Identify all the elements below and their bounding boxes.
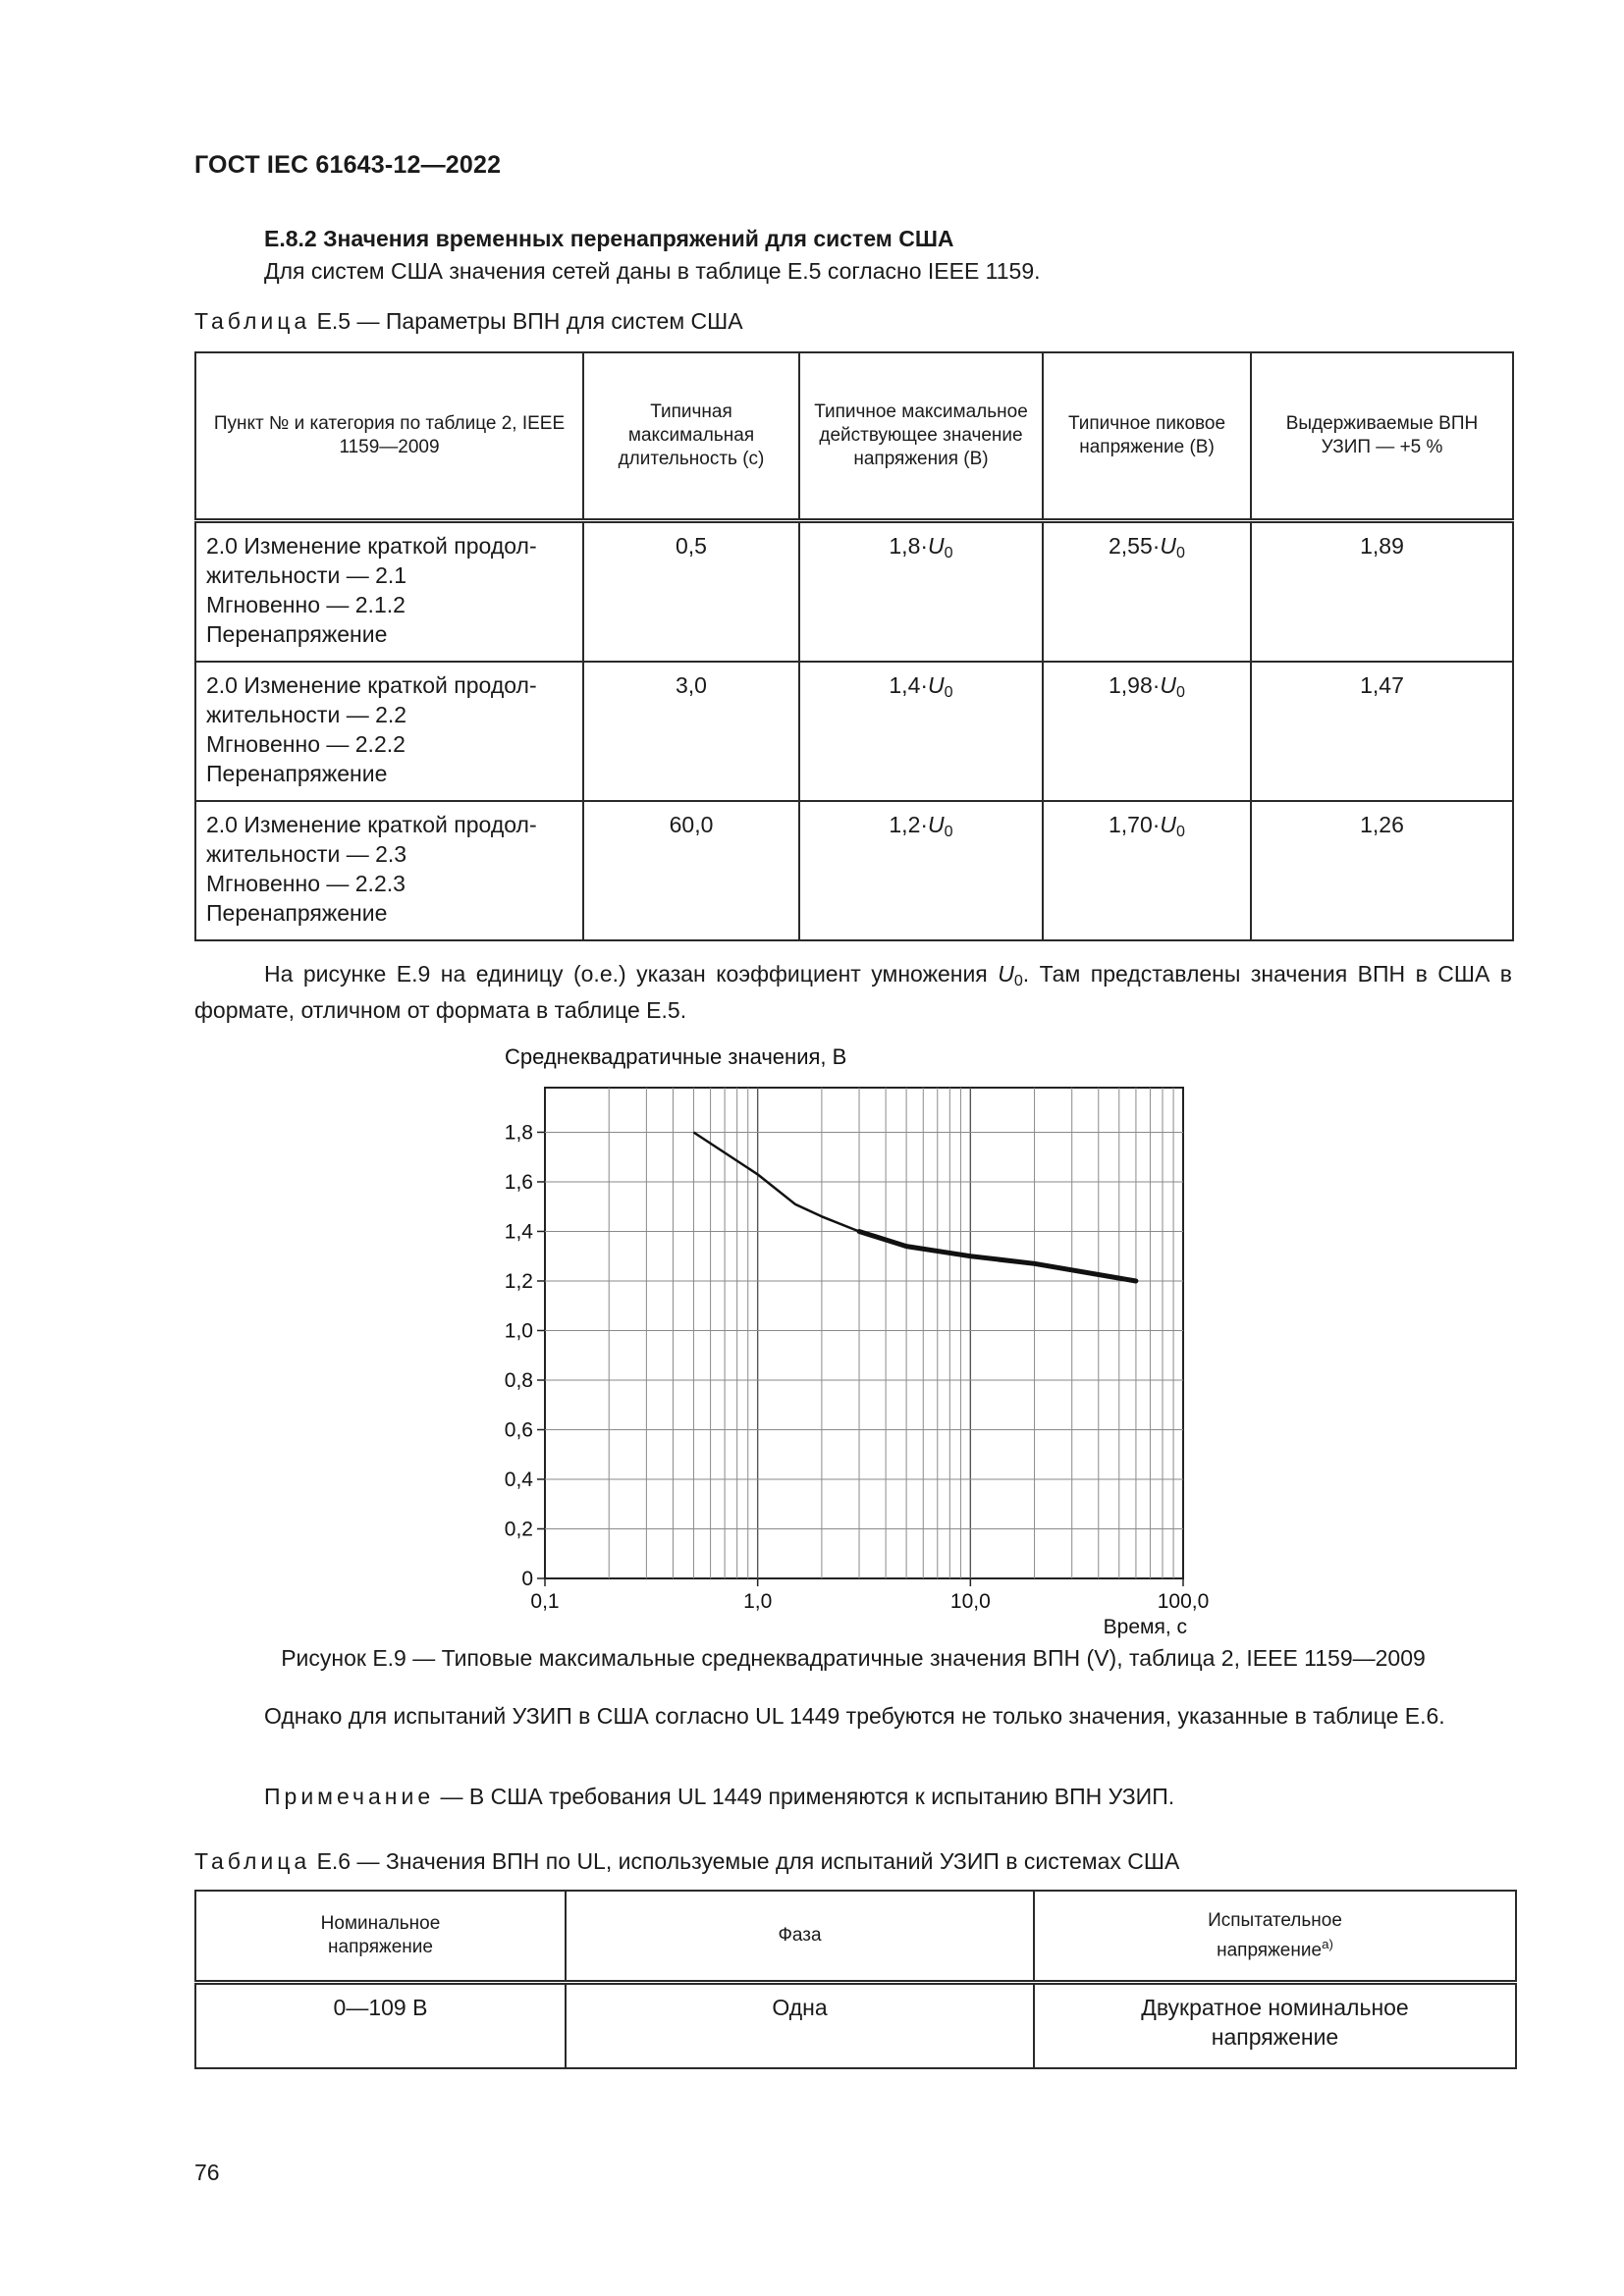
phase-cell: Одна (566, 1983, 1034, 2069)
u-subscript: 0 (1013, 972, 1023, 989)
duration-cell: 0,5 (583, 521, 799, 663)
y-tick-label: 0,6 (504, 1418, 533, 1442)
rms-cell (799, 662, 1043, 801)
category-line: 2.0 Изменение краткой продол- (206, 812, 537, 837)
y-tick-label: 1,8 (504, 1121, 533, 1145)
table-row (195, 801, 1513, 940)
duration-cell: 60,0 (583, 801, 799, 940)
y-tick-label: 0 (521, 1568, 533, 1590)
figure-e9-chart (491, 1041, 1237, 1639)
table-header-cell: Пункт № и категория по таблице 2, IEEE 1159—2009 (195, 352, 583, 521)
category-line: Мгновенно — 2.2.2 (206, 731, 406, 757)
rms-coef: 1,8· (889, 533, 929, 559)
para1-before: На рисунке E.9 на единицу (о.е.) указан коэффициент умножения (264, 961, 999, 987)
peak-coef: 1,70· (1108, 812, 1161, 837)
note-label: Примечание (264, 1784, 435, 1809)
rms-coef: 1,4· (889, 672, 929, 698)
x-tick-label: 100,0 (1157, 1590, 1210, 1613)
table-row (195, 1983, 1516, 2069)
table-row (195, 521, 1513, 663)
duration-cell: 3,0 (583, 662, 799, 801)
table-header-cell: Фаза (566, 1891, 1034, 1983)
category-line: 2.0 Изменение краткой продол- (206, 533, 537, 559)
category-line: Перенапряжение (206, 900, 388, 926)
table-e5-caption (194, 308, 743, 335)
y-tick-label: 0,8 (504, 1368, 533, 1392)
test-voltage-cell: Двукратное номинальное напряжение (1034, 1983, 1516, 2069)
u-subscript: 0 (1176, 823, 1185, 840)
category-cell (195, 662, 583, 801)
u-symbol: U (928, 533, 945, 559)
section-title: E.8.2 Значения временных перенапряжений для систем США (264, 226, 954, 251)
y-tick-label: 1,4 (504, 1220, 533, 1244)
category-line: 2.0 Изменение краткой продол- (206, 672, 537, 698)
u-subscript: 0 (944, 544, 953, 561)
table-e6-caption (194, 1848, 1179, 1875)
u-symbol: U (998, 961, 1014, 987)
withstand-cell: 1,26 (1251, 801, 1513, 940)
u-subscript: 0 (944, 683, 953, 701)
table-header-cell: Выдерживаемые ВПН УЗИП — +5 % (1251, 352, 1513, 521)
plot-frame (545, 1088, 1183, 1578)
series-line (859, 1232, 1136, 1282)
table-e5-caption-label: Таблица (194, 308, 311, 334)
x-tick-label: 1,0 (743, 1590, 773, 1613)
table-row (195, 662, 1513, 801)
voltage-cell: 0—109 В (195, 1983, 566, 2069)
y-tick-label: 0,4 (504, 1468, 533, 1491)
table-header-cell: Типичное максимальное действующее значение напряжения (В) (799, 352, 1043, 521)
rms-cell (799, 521, 1043, 663)
withstand-cell: 1,47 (1251, 662, 1513, 801)
rms-cell (799, 801, 1043, 940)
peak-coef: 1,98· (1108, 672, 1161, 698)
table-e5 (194, 351, 1514, 941)
x-axis-label: Время, с (1103, 1616, 1187, 1638)
x-tick-label: 10,0 (949, 1590, 991, 1613)
header-text: Испытательное напряжение (1208, 1909, 1342, 1961)
u-symbol: U (1160, 672, 1177, 698)
category-line: жительности — 2.3 (206, 841, 407, 867)
u-symbol: U (1160, 533, 1177, 559)
withstand-cell: 1,89 (1251, 521, 1513, 663)
table-e6-caption-label: Таблица (194, 1848, 311, 1874)
paragraph-figure-intro (194, 959, 1512, 1025)
u-subscript: 0 (1176, 544, 1185, 561)
table-e5-caption-text: E.5 — Параметры ВПН для систем США (316, 308, 743, 334)
category-line: жительности — 2.2 (206, 702, 407, 727)
table-header-cell: Номинальное напряжение (195, 1891, 566, 1983)
u-symbol: U (928, 672, 945, 698)
table-header-cell: Типичное пиковое напряжение (В) (1043, 352, 1251, 521)
y-tick-label: 1,6 (504, 1170, 533, 1194)
note-text: — В США требования UL 1449 применяются к испытанию ВПН УЗИП. (434, 1784, 1175, 1809)
y-tick-label: 0,2 (504, 1518, 533, 1541)
table-e6-caption-text: E.6 — Значения ВПН по UL, используемые для испытаний УЗИП в системах США (316, 1848, 1180, 1874)
figure-caption: Рисунок E.9 — Типовые максимальные среднеквадратичные значения ВПН (V), таблица 2, IEEE 1159—2009 (281, 1645, 1426, 1671)
table-header-cell (1034, 1891, 1516, 1983)
footnote-marker: а) (1322, 1936, 1333, 1951)
u-subscript: 0 (944, 823, 953, 840)
peak-cell (1043, 521, 1251, 663)
category-cell (195, 801, 583, 940)
table-header-cell: Типичная максимальная длительность (с) (583, 352, 799, 521)
para1-after: . Там представлены значения ВПН в США в формате, отличном от формата в таблице E.5. (194, 961, 1512, 1023)
category-line: Мгновенно — 2.2.3 (206, 871, 406, 896)
y-tick-label: 1,2 (504, 1269, 533, 1293)
paragraph-ul1449: Однако для испытаний УЗИП в США согласно UL 1449 требуются не только значения, указанные в таблице E.6. (264, 1703, 1445, 1729)
table-e6 (194, 1890, 1517, 2069)
y-tick-label: 1,0 (504, 1319, 533, 1343)
category-line: Перенапряжение (206, 621, 388, 647)
section-intro: Для систем США значения сетей даны в таблице E.5 согласно IEEE 1159. (264, 258, 1041, 284)
peak-cell (1043, 801, 1251, 940)
u-symbol: U (1160, 812, 1177, 837)
category-cell (195, 521, 583, 663)
document-header: ГОСТ IEC 61643-12—2022 (194, 151, 502, 179)
category-line: жительности — 2.1 (206, 562, 407, 588)
table-header-row (195, 352, 1513, 521)
u-symbol: U (928, 812, 945, 837)
category-line: Перенапряжение (206, 761, 388, 786)
u-subscript: 0 (1176, 683, 1185, 701)
peak-cell (1043, 662, 1251, 801)
peak-coef: 2,55· (1108, 533, 1161, 559)
chart-title: Среднеквадратичные значения, В (505, 1044, 847, 1069)
x-tick-label: 0,1 (530, 1590, 560, 1613)
category-line: Мгновенно — 2.1.2 (206, 592, 406, 617)
note (264, 1784, 1174, 1810)
table-header-row (195, 1891, 1516, 1983)
rms-coef: 1,2· (889, 812, 929, 837)
page-number: 76 (194, 2160, 220, 2185)
